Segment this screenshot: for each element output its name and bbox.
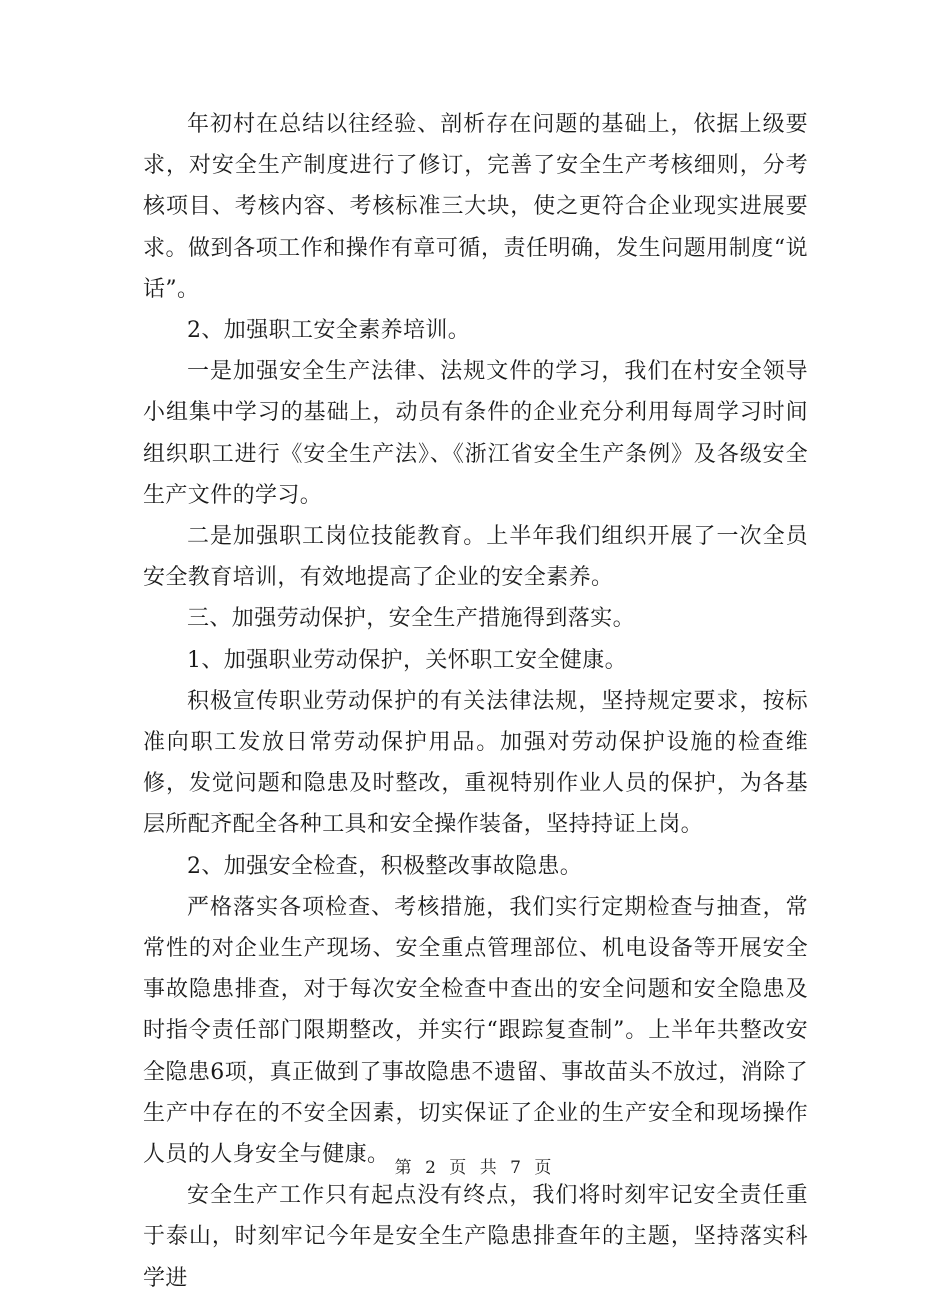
- paragraph-10: 安全生产工作只有起点没有终点，我们将时刻牢记安全责任重于泰山，时刻牢记今年是安全生产隐患排查年的主题，坚持落实科学进: [143, 1183, 808, 1291]
- paragraph-2: 2、加强职工安全素养培训。: [187, 318, 471, 344]
- paragraph-8: 2、加强安全检查，积极整改事故隐患。: [187, 853, 583, 879]
- paragraph-3: 一是加强安全生产法律、法规文件的学习，我们在村安全领导小组集中学习的基础上，动员有条件的企业充分利用每周学习时间组织职工进行《安全生产法》、《浙江省安全生产条例》及各级安全生产文件的学习。: [143, 359, 808, 508]
- document-body: [143, 104, 808, 1299]
- paragraph-9: 严格落实各项检查、考核措施，我们实行定期检查与抽查，常常性的对企业生产现场、安全重点管理部位、机电设备等开展安全事故隐患排查，对于每次安全检查中查出的安全问题和安全隐患及时指令责任部门限期整改，并实行“跟踪复查制”。上半年共整改安全隐患6项，真正做到了事故隐患不遗留、事故苗头不放过，消除了生产中存在的不安全因素，切实保证了企业的生产安全和现场操作人员的人身安全与健康。: [143, 894, 808, 1168]
- paragraph-1: 年初村在总结以往经验、剖析存在问题的基础上，依据上级要求，对安全生产制度进行了修订，完善了安全生产考核细则，分考核项目、考核内容、考核标准三大块，使之更符合企业现实进展要求。做到各项工作和操作有章可循，责任明确，发生问题用制度“说话”。: [143, 112, 808, 302]
- page-footer: 第 2 页 共 7 页: [394, 1158, 556, 1178]
- paragraph-5: 三、加强劳动保护，安全生产措施得到落实。: [187, 606, 636, 632]
- paragraph-7: 积极宣传职业劳动保护的有关法律法规，坚持规定要求，按标准向职工发放日常劳动保护用品。加强对劳动保护设施的检查维修，发觉问题和隐患及时整改，重视特别作业人员的保护，为各基层所配齐配全各种工具和安全操作装备，坚持持证上岗。: [143, 688, 808, 838]
- paragraph-6: 1、加强职业劳动保护，关怀职工安全健康。: [187, 647, 627, 673]
- paragraph-4: 二是加强职工岗位技能教育。上半年我们组织开展了一次全员安全教育培训，有效地提高了企业的安全素养。: [143, 524, 808, 591]
